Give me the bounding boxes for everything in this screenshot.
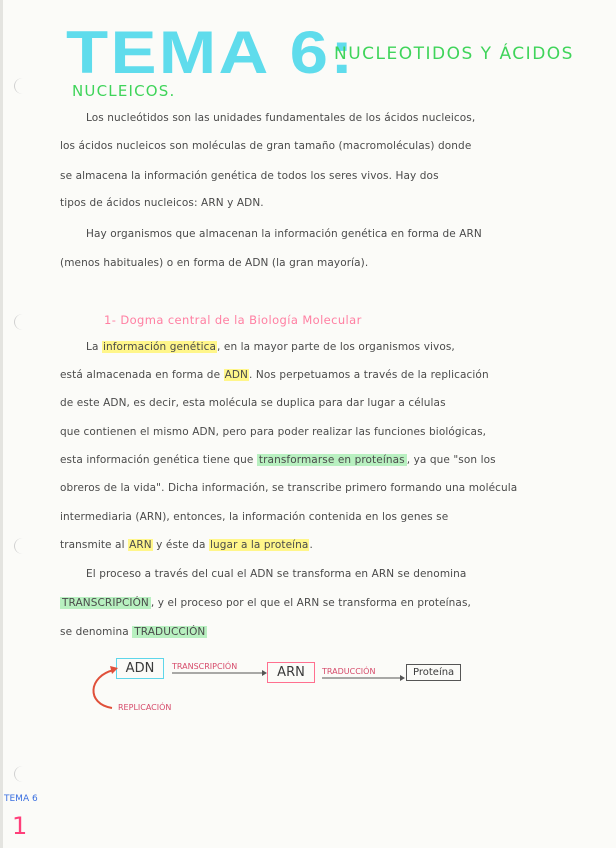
- text-run: esta información genética tiene que: [60, 454, 254, 466]
- text-run: La: [86, 341, 99, 353]
- arrowhead-icon: [110, 666, 118, 674]
- protein-box: Proteína: [406, 664, 461, 681]
- replication-label: REPLICACIÓN: [118, 703, 172, 712]
- text-line: El proceso a través del cual el ADN se transforma en ARN se denomina: [86, 568, 467, 580]
- highlight: TRADUCCIÓN: [134, 626, 206, 638]
- highlight: información genética: [102, 341, 217, 353]
- text-run: , ya que "son los: [406, 454, 496, 466]
- text-line: se almacena la información genética de todos los seres vivos. Hay dos: [60, 170, 439, 182]
- text-line: tipos de ácidos nucleicos: ARN y ADN.: [60, 197, 264, 209]
- title-rest: NUCLEOTIDOS Y ÁCIDOS: [334, 44, 574, 64]
- highlight: TRANSCRIPCIÓN: [62, 597, 149, 609]
- text-line: intermediaria (ARN), entonces, la información contenida en los genes se: [60, 511, 449, 523]
- text-line: (menos habituales) o en forma de ADN (la gran mayoría).: [60, 257, 369, 269]
- highlight: transformarse en proteínas: [258, 454, 405, 466]
- text-run: . Nos perpetuamos a través de la replicación: [249, 369, 489, 381]
- replication-arrow: [93, 670, 114, 708]
- highlight: lugar a la proteína: [210, 539, 309, 551]
- transcription-label: TRANSCRIPCIÓN: [172, 662, 238, 671]
- text-run: y éste da: [156, 539, 206, 551]
- page-number: 1: [12, 812, 28, 840]
- title-main: TEMA 6:: [66, 19, 356, 86]
- text-run: transmite al: [60, 539, 125, 551]
- text-run: , en la mayor parte de los organismos vivos,: [217, 341, 455, 353]
- text-line: que contienen el mismo ADN, pero para poder realizar las funciones biológicas,: [60, 426, 487, 438]
- text-line: de este ADN, es decir, esta molécula se duplica para dar lugar a células: [60, 397, 446, 409]
- adn-box: ADN: [116, 658, 164, 679]
- highlight: ARN: [129, 539, 152, 551]
- text-line: Hay organismos que almacenan la información genética en forma de ARN: [86, 228, 482, 240]
- text-line: Los nucleótidos son las unidades fundamentales de los ácidos nucleicos,: [86, 112, 476, 124]
- highlight: ADN: [224, 369, 249, 381]
- text-run: .: [309, 539, 313, 551]
- footer-topic-label: TEMA 6: [4, 794, 38, 804]
- translation-label: TRADUCCIÓN: [322, 667, 376, 676]
- title-line2: NUCLEICOS.: [72, 82, 176, 100]
- arrowhead-icon: [400, 675, 405, 681]
- arrowhead-icon: [262, 670, 267, 676]
- text-run: se denomina: [60, 626, 129, 638]
- text-run: , y el proceso por el que el ARN se transforma en proteínas,: [150, 597, 471, 609]
- text-line: los ácidos nucleicos son moléculas de gran tamaño (macromoléculas) donde: [60, 140, 472, 152]
- text-run: está almacenada en forma de: [60, 369, 221, 381]
- text-line: obreros de la vida". Dicha información, se transcribe primero formando una molécula: [60, 482, 518, 494]
- section-heading: 1- Dogma central de la Biología Molecular: [104, 313, 362, 327]
- arn-box: ARN: [267, 662, 315, 683]
